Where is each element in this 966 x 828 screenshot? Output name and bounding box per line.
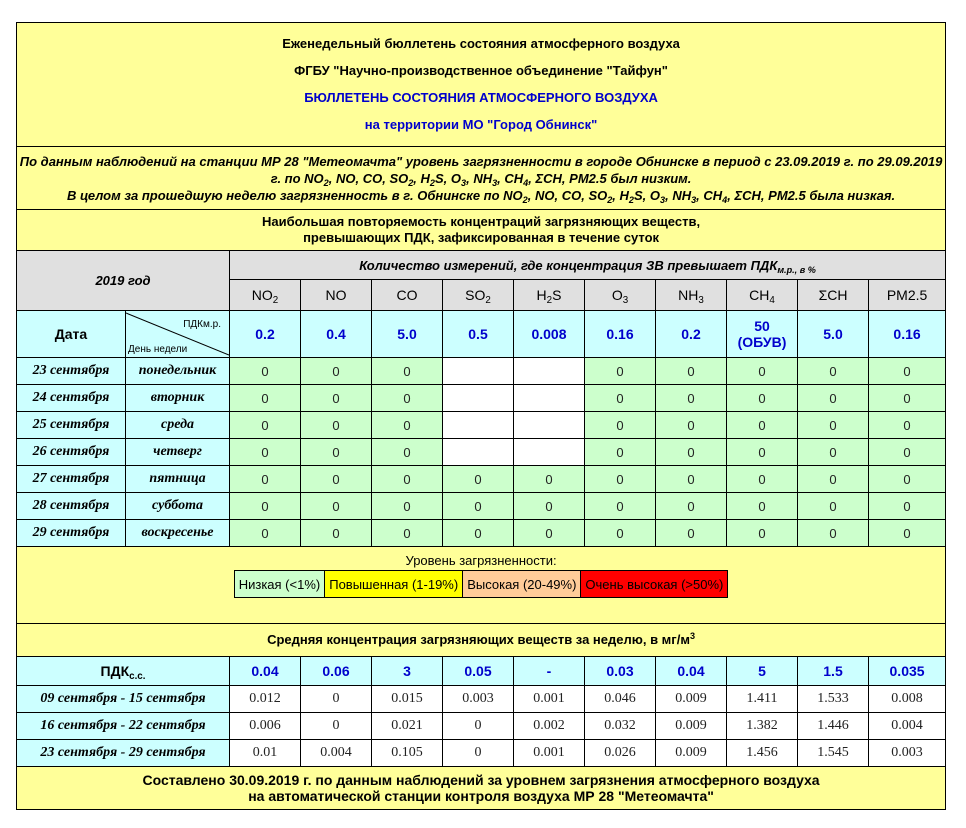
intro-paragraph-1 [19, 153, 943, 187]
weekly-limit-row [17, 657, 946, 686]
pollutant-name: NO [335, 170, 356, 186]
exceed-value: 0 [798, 520, 869, 547]
pollutant-name: CH [703, 187, 723, 203]
exceed-value: 0 [656, 439, 727, 466]
limit-value-cell [869, 311, 946, 358]
empty-cell [514, 358, 585, 385]
weekly-limit-value: 5 [727, 657, 798, 686]
exceed-value: 0 [798, 493, 869, 520]
intro-paragraph-2 [19, 187, 943, 204]
weekly-value: 0.003 [443, 686, 514, 713]
limit-value: 0.008 [531, 326, 567, 342]
exceed-value: 0 [585, 385, 656, 412]
pollutant-name: NO [304, 170, 324, 186]
weekly-value: 0 [443, 740, 514, 767]
measure-caption-text: Количество измерений, где концентрация ЗВ превышает ПДК [359, 257, 778, 273]
pollutant-name: PM2.5 [768, 187, 806, 203]
limit-note: (ОБУВ) [737, 334, 787, 350]
pollutant-subscript: 3 [492, 177, 498, 188]
row-weekday: среда [126, 412, 230, 439]
exceed-value: 0 [727, 358, 798, 385]
weekly-limit-label [17, 657, 230, 686]
weekly-value: 0.006 [230, 713, 301, 740]
bulletin-frame [16, 22, 945, 810]
pollutant-header [372, 280, 443, 311]
weekly-period: 16 сентября - 22 сентября [17, 713, 230, 740]
exceed-value: 0 [230, 412, 301, 439]
pollutant-name: H [420, 170, 430, 186]
weekly-value: 0.046 [585, 686, 656, 713]
row-date: 28 сентября [17, 493, 126, 520]
pollutant-name: O [450, 170, 462, 186]
exceed-value: 0 [443, 466, 514, 493]
row-date: 23 сентября [17, 358, 126, 385]
pollutant-header [514, 280, 585, 311]
empty-cell [443, 385, 514, 412]
weekly-value: 1.411 [727, 686, 798, 713]
weekly-row [17, 686, 946, 713]
limit-value-cell [372, 311, 443, 358]
pollutant-name: CO [396, 287, 418, 303]
exceed-row [17, 385, 946, 412]
exceed-row [17, 412, 946, 439]
pollutant-name: NH [473, 170, 493, 186]
exceed-value: 0 [727, 385, 798, 412]
limit-value-cell [514, 311, 585, 358]
exceed-value: 0 [656, 385, 727, 412]
exceed-value: 0 [869, 520, 946, 547]
limit-value: 0.4 [326, 326, 346, 342]
limit-value-cell [230, 311, 301, 358]
pollutant-name: ΣCH [535, 170, 562, 186]
pollutant-name: H [536, 287, 547, 303]
weekly-value: 0.002 [514, 713, 585, 740]
pollutant-subscript: 2 [522, 194, 528, 205]
weekly-value: 0.032 [585, 713, 656, 740]
weekly-limit-value: 0.05 [443, 657, 514, 686]
exceed-value: 0 [301, 520, 372, 547]
intro-p2-pollutants: $NO_2$, NO, CO, $SO_2$, $H_2S$, $O_3$, $NH_3$, $CH_4$, ΣCH, PM2.5 [503, 187, 806, 205]
row-date: 24 сентября [17, 385, 126, 412]
limit-value-cell [443, 311, 514, 358]
limit-value: 5.0 [823, 326, 843, 342]
exceed-title-line-2: превышающих ПДК, зафиксированная в течение суток [303, 230, 660, 245]
exceed-value: 0 [869, 358, 946, 385]
pollutant-subscript: 3 [461, 177, 467, 188]
exceed-section-title [17, 210, 946, 251]
pollutant-name: SO [588, 187, 608, 203]
exceed-value: 0 [230, 466, 301, 493]
exceed-value: 0 [301, 358, 372, 385]
weekly-value: 0.021 [372, 713, 443, 740]
legend-item: Низкая (<1%) [234, 571, 325, 598]
exceed-value: 0 [656, 358, 727, 385]
exceed-row [17, 520, 946, 547]
exceed-value: 0 [372, 439, 443, 466]
pollutant-name: SO [389, 170, 409, 186]
legend-title: Уровень загрязненности: [405, 553, 557, 568]
footer-line-2: на автоматической станции контроля воздуха МР 28 "Метеомачта" [248, 788, 714, 804]
weekly-value: 0.009 [656, 740, 727, 767]
limit-value: 5.0 [397, 326, 417, 342]
weekly-row [17, 740, 946, 767]
legend-section [17, 547, 946, 624]
weekly-value: 1.456 [727, 740, 798, 767]
footer-line-1: Составлено 30.09.2019 г. по данным наблюдений за уровнем загрязнения атмосферного воздуха [142, 772, 820, 788]
empty-cell [514, 439, 585, 466]
pollutant-name: PM2.5 [569, 170, 607, 186]
exceed-value: 0 [798, 412, 869, 439]
exceed-value: 0 [443, 493, 514, 520]
intro-p1-pollutants: $NO_2$, NO, CO, $SO_2$, $H_2S$, $O_3$, $NH_3$, $CH_4$, ΣCH, PM2.5 [304, 170, 607, 188]
date-label: Дата [17, 311, 126, 358]
exceed-value: 0 [656, 466, 727, 493]
bulletin-table [16, 22, 946, 810]
exceed-value: 0 [514, 466, 585, 493]
exceed-value: 0 [585, 439, 656, 466]
pollutant-header [727, 280, 798, 311]
diagonal-header [126, 311, 230, 358]
weekly-value: 0.003 [869, 740, 946, 767]
legend-item: Очень высокая (>50%) [581, 571, 728, 598]
pollutant-subscript: 4 [722, 194, 728, 205]
limit-row [17, 311, 946, 358]
pollutant-subscript: 3 [691, 194, 697, 205]
exceed-value: 0 [656, 520, 727, 547]
exceed-value: 0 [656, 493, 727, 520]
row-date: 26 сентября [17, 439, 126, 466]
pollutant-subscript: 2 [323, 177, 329, 188]
exceed-value: 0 [372, 385, 443, 412]
weekly-limit-label-text: ПДК [100, 663, 130, 679]
limit-value: 50 [754, 318, 770, 334]
bulletin-header [17, 23, 946, 147]
exceed-value: 0 [727, 412, 798, 439]
intro-p2-end: была низкая. [805, 187, 896, 203]
weekly-value: 0.105 [372, 740, 443, 767]
weekly-value: 0.009 [656, 713, 727, 740]
intro-summary [17, 147, 946, 210]
pollutant-header [656, 280, 727, 311]
limit-value-cell [301, 311, 372, 358]
intro-p1-text: По данным наблюдений на станции МР 28 "Метеомачта" уровень загрязненности в городе Обнинске в период с 23.09.2019 г. по 29.09.2019 г. по [19, 153, 943, 186]
exceed-value: 0 [301, 385, 372, 412]
pollutant-subscript: 3 [660, 194, 666, 205]
exceed-value: 0 [301, 412, 372, 439]
pollutant-name: O [611, 287, 623, 303]
weekly-limit-value: - [514, 657, 585, 686]
exceed-value: 0 [443, 520, 514, 547]
limit-value: 0.16 [606, 326, 634, 342]
pollutant-name: NO [325, 287, 347, 303]
weekly-value: 0.012 [230, 686, 301, 713]
header-line-3: БЮЛЛЕТЕНЬ СОСТОЯНИЯ АТМОСФЕРНОГО ВОЗДУХА [304, 90, 658, 105]
limit-value: 0.16 [893, 326, 921, 342]
weekly-value: 0.026 [585, 740, 656, 767]
weekly-limit-value: 0.04 [230, 657, 301, 686]
exceed-value: 0 [727, 520, 798, 547]
legend-table [234, 570, 729, 598]
empty-cell [443, 358, 514, 385]
pollutant-name: O [649, 187, 661, 203]
pollutant-name: NO [503, 187, 523, 203]
exceed-value: 0 [514, 520, 585, 547]
exceed-row [17, 439, 946, 466]
weekly-value: 1.545 [798, 740, 869, 767]
diag-top-label: ПДКм.р. [183, 319, 221, 330]
exceed-value: 0 [230, 358, 301, 385]
weekly-value: 0.01 [230, 740, 301, 767]
exceed-value: 0 [798, 466, 869, 493]
exceed-value: 0 [372, 412, 443, 439]
exceed-value: 0 [869, 439, 946, 466]
limit-value: 0.2 [681, 326, 701, 342]
weekly-value: 0.015 [372, 686, 443, 713]
exceed-value: 0 [727, 439, 798, 466]
row-weekday: воскресенье [126, 520, 230, 547]
weekly-value: 0 [301, 713, 372, 740]
exceed-value: 0 [727, 466, 798, 493]
header-line-2: ФГБУ "Научно-производственное объединение "Тайфун" [294, 63, 668, 78]
weekly-value: 1.533 [798, 686, 869, 713]
weekly-limit-value: 0.04 [656, 657, 727, 686]
exceed-value: 0 [301, 493, 372, 520]
pollutant-suffix: S [552, 287, 562, 303]
pollutant-name: NH [678, 287, 699, 303]
pollutant-subscript: 2 [485, 295, 491, 306]
exceed-value: 0 [585, 520, 656, 547]
pollutant-subscript: 4 [769, 295, 775, 306]
limit-value: 0.2 [255, 326, 275, 342]
exceed-row [17, 493, 946, 520]
pollutant-header [301, 280, 372, 311]
pollutant-name: CO [561, 187, 582, 203]
pollutant-name: ΣCH [734, 187, 761, 203]
weekly-value: 0.008 [869, 686, 946, 713]
weekly-limit-value: 0.03 [585, 657, 656, 686]
exceed-value: 0 [230, 493, 301, 520]
pollutant-name: PM2.5 [886, 287, 928, 303]
weekly-value: 0.004 [869, 713, 946, 740]
limit-value-cell [727, 311, 798, 358]
pollutant-subscript: 2 [429, 177, 435, 188]
exceed-table-body [17, 358, 946, 547]
weekly-value: 1.382 [727, 713, 798, 740]
exceed-value: 0 [372, 520, 443, 547]
pollutant-name: CO [362, 170, 383, 186]
pollutant-subscript: 2 [408, 177, 414, 188]
exceed-value: 0 [798, 358, 869, 385]
bulletin-footer [17, 767, 946, 810]
weekly-row [17, 713, 946, 740]
row-weekday: пятница [126, 466, 230, 493]
exceed-value: 0 [727, 493, 798, 520]
exceed-value: 0 [301, 439, 372, 466]
exceed-value: 0 [372, 358, 443, 385]
row-date: 29 сентября [17, 520, 126, 547]
weekly-value: 0.009 [656, 686, 727, 713]
limit-value: 0.5 [468, 326, 488, 342]
pollutant-header [443, 280, 514, 311]
exceed-value: 0 [301, 466, 372, 493]
weekly-value: 0 [443, 713, 514, 740]
pollutant-name: NH [672, 187, 692, 203]
exceed-value: 0 [798, 439, 869, 466]
exceed-value: 0 [372, 493, 443, 520]
exceed-value: 0 [869, 412, 946, 439]
empty-cell [443, 439, 514, 466]
weekly-title-text: Средняя концентрация загрязняющих веществ за неделю, в мг/м [267, 632, 690, 647]
exceed-value: 0 [585, 358, 656, 385]
weekly-limit-label-sub: с.с. [129, 671, 146, 682]
pollutant-name: CH [749, 287, 770, 303]
pollutant-suffix: S [434, 170, 444, 186]
weekly-period: 23 сентября - 29 сентября [17, 740, 230, 767]
weekly-limit-value: 1.5 [798, 657, 869, 686]
diag-bottom-label: День недели [128, 344, 188, 355]
weekly-value: 0.001 [514, 740, 585, 767]
exceed-value: 0 [656, 412, 727, 439]
exceed-value: 0 [869, 385, 946, 412]
weekly-limit-value: 0.035 [869, 657, 946, 686]
pollutant-name: CH [504, 170, 524, 186]
limit-value-cell [585, 311, 656, 358]
exceed-value: 0 [230, 520, 301, 547]
intro-p1-end: был низким. [606, 170, 692, 186]
year-label: 2019 год [17, 251, 230, 311]
pollutant-name: H [619, 187, 629, 203]
exceed-value: 0 [869, 466, 946, 493]
pollutant-subscript: 2 [272, 295, 279, 306]
pollutant-name: NO [534, 187, 555, 203]
header-line-1: Еженедельный бюллетень состояния атмосферного воздуха [282, 36, 680, 51]
limit-value-cell [656, 311, 727, 358]
weekly-value: 0.001 [514, 686, 585, 713]
pollutant-suffix: S [633, 187, 643, 203]
header-line-4: на территории МО "Город Обнинск" [364, 117, 598, 132]
weekly-section-title [17, 624, 946, 657]
exceed-row [17, 358, 946, 385]
pollutant-name: ΣCH [818, 287, 848, 303]
row-weekday: вторник [126, 385, 230, 412]
exceed-value: 0 [585, 466, 656, 493]
weekly-table-body [17, 686, 946, 767]
row-weekday: четверг [126, 439, 230, 466]
weekly-limit-value: 0.06 [301, 657, 372, 686]
exceed-value: 0 [798, 385, 869, 412]
exceed-value: 0 [230, 439, 301, 466]
pollutant-subscript: 2 [546, 295, 553, 306]
exceed-title-line-1: Наибольшая повторяемость концентраций загрязняющих веществ, [262, 214, 701, 229]
pollutant-header [869, 280, 946, 311]
pollutant-subscript: 2 [628, 194, 634, 205]
weekly-value: 0.004 [301, 740, 372, 767]
exceed-value: 0 [230, 385, 301, 412]
pollutant-header [585, 280, 656, 311]
exceed-value: 0 [869, 493, 946, 520]
pollutant-subscript: 3 [622, 295, 629, 306]
weekly-limit-value: 3 [372, 657, 443, 686]
exceed-value: 0 [585, 493, 656, 520]
pollutant-header [798, 280, 869, 311]
exceed-row [17, 466, 946, 493]
weekly-value: 1.446 [798, 713, 869, 740]
empty-cell [514, 412, 585, 439]
legend-item: Повышенная (1-19%) [325, 571, 463, 598]
row-weekday: суббота [126, 493, 230, 520]
weekly-period: 09 сентября - 15 сентября [17, 686, 230, 713]
pollutant-subscript: 2 [607, 194, 613, 205]
pollutant-subscript: 4 [523, 177, 529, 188]
empty-cell [514, 385, 585, 412]
pollutant-subscript: 3 [698, 295, 704, 306]
row-date: 27 сентября [17, 466, 126, 493]
pollutant-name: NO [251, 287, 273, 303]
exceed-value: 0 [372, 466, 443, 493]
pollutant-name: SO [465, 287, 486, 303]
weekly-value: 0 [301, 686, 372, 713]
pollutant-header [230, 280, 301, 311]
measure-caption-sub: м.р., в % [777, 264, 816, 275]
limit-value-cell [798, 311, 869, 358]
legend-item: Высокая (20-49%) [463, 571, 581, 598]
weekly-title-sup: 3 [689, 631, 696, 641]
intro-p2-text: В целом за прошедшую неделю загрязненность в г. Обнинске по [66, 187, 504, 203]
exceed-value: 0 [514, 493, 585, 520]
empty-cell [443, 412, 514, 439]
row-weekday: понедельник [126, 358, 230, 385]
exceed-value: 0 [585, 412, 656, 439]
row-date: 25 сентября [17, 412, 126, 439]
measure-caption [230, 251, 946, 280]
